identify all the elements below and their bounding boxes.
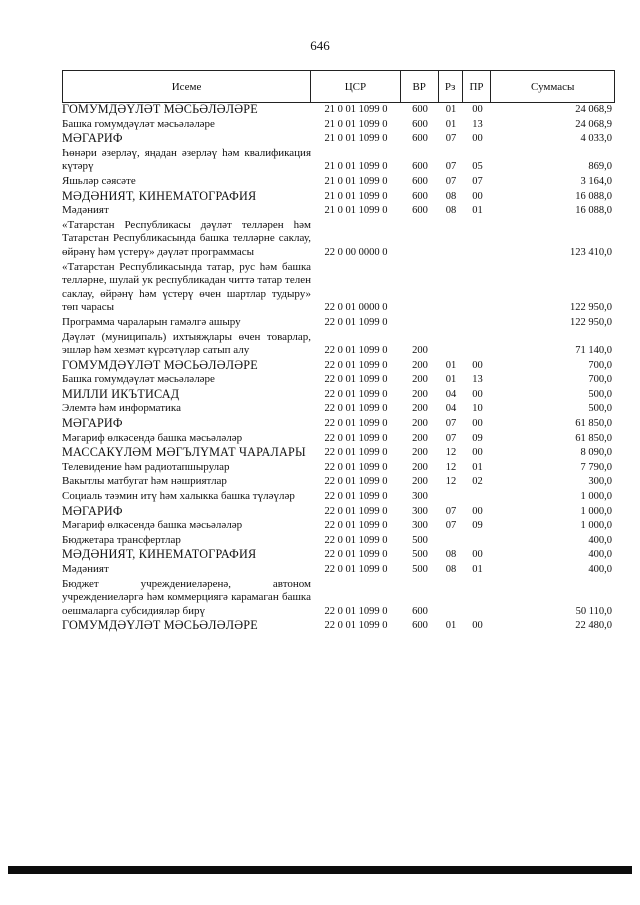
row-name: Социаль тәэмин итү һәм халыкка башка түләүләр bbox=[62, 490, 295, 503]
row-csr: 21 0 01 1099 0 bbox=[324, 175, 388, 187]
row-csr: 22 0 01 0000 0 bbox=[324, 302, 388, 314]
header-csr: ЦСР bbox=[311, 71, 401, 102]
row-sum: 1 000,0 bbox=[580, 491, 612, 503]
row-name: МӘГАРИФ bbox=[62, 416, 123, 431]
table-row bbox=[62, 331, 615, 359]
row-sum: 400,0 bbox=[588, 549, 612, 561]
row-rz: 04 bbox=[445, 403, 457, 415]
row-pr: 00 bbox=[472, 359, 483, 371]
row-name: Элемтә һәм информатика bbox=[62, 402, 181, 415]
row-pr: 01 bbox=[472, 205, 483, 217]
row-name: МАССАКҮЛӘМ МӘГЪЛҮМАТ ЧАРАЛАРЫ bbox=[62, 445, 306, 460]
row-rz: 07 bbox=[445, 432, 457, 444]
row-name: Башка гомумдәүләт мәсьәләләре bbox=[62, 117, 215, 130]
table-row bbox=[62, 132, 615, 147]
row-sum: 869,0 bbox=[588, 161, 612, 173]
row-rz: 07 bbox=[445, 161, 457, 173]
row-sum: 3 164,0 bbox=[580, 175, 612, 187]
row-sum: 700,0 bbox=[588, 374, 612, 386]
row-vr: 200 bbox=[412, 345, 428, 357]
table-row bbox=[62, 316, 615, 331]
row-csr: 21 0 01 1099 0 bbox=[324, 118, 388, 130]
row-vr: 300 bbox=[412, 491, 428, 503]
row-rz: 07 bbox=[445, 520, 457, 532]
row-name: Программа чараларын гамәлгә ашыру bbox=[62, 315, 241, 328]
row-vr bbox=[401, 330, 439, 331]
table-row bbox=[62, 388, 615, 403]
row-csr: 22 0 01 1099 0 bbox=[324, 374, 388, 386]
row-pr: 01 bbox=[472, 461, 483, 473]
row-vr: 600 bbox=[412, 118, 428, 130]
row-name: ГОМУМДӘҮЛӘТ МӘСЬӘЛӘЛӘРЕ bbox=[62, 102, 258, 116]
page-number: 646 bbox=[310, 38, 330, 53]
row-vr: 300 bbox=[412, 520, 428, 532]
row-sum: 61 850,0 bbox=[575, 432, 612, 444]
row-rz bbox=[439, 260, 463, 261]
row-name: ГОМУМДӘҮЛӘТ МӘСЬӘЛӘЛӘРЕ bbox=[62, 618, 258, 633]
row-rz: 01 bbox=[445, 374, 457, 386]
row-pr bbox=[463, 330, 492, 331]
row-rz: 04 bbox=[445, 388, 457, 400]
row-rz bbox=[439, 315, 463, 316]
row-rz: 07 bbox=[445, 175, 457, 187]
table-row bbox=[62, 619, 615, 634]
row-name: Дәүләт (муниципаль) ихтыяҗлары өчен товарлар, эшләр һәм хезмәт күрсәтүләр сатып алу bbox=[62, 330, 311, 357]
row-rz: 12 bbox=[445, 447, 457, 459]
row-vr: 500 bbox=[412, 534, 428, 546]
row-sum: 1 000,0 bbox=[580, 520, 612, 532]
row-rz: 08 bbox=[445, 190, 457, 202]
table-row bbox=[62, 147, 615, 175]
row-name: Мәгариф өлкәсендә башка мәсьәләләр bbox=[62, 431, 243, 444]
row-name: Мәдәният bbox=[62, 563, 109, 575]
row-pr: 09 bbox=[472, 520, 483, 532]
row-csr: 22 0 01 1099 0 bbox=[324, 345, 388, 357]
table-row bbox=[62, 261, 615, 316]
row-sum: 24 068,9 bbox=[575, 104, 612, 115]
row-csr: 21 0 01 1099 0 bbox=[324, 104, 388, 115]
row-name: МӘДӘНИЯТ, КИНЕМАТОГРАФИЯ bbox=[62, 188, 257, 203]
table-row bbox=[62, 373, 615, 388]
table-row bbox=[62, 359, 615, 374]
table-row bbox=[62, 446, 615, 461]
row-vr: 200 bbox=[412, 476, 428, 488]
row-name: МӘДӘНИЯТ, КИНЕМАТОГРАФИЯ bbox=[62, 547, 257, 562]
row-vr: 200 bbox=[412, 432, 428, 444]
row-sum: 7 790,0 bbox=[580, 461, 612, 473]
row-pr: 02 bbox=[472, 476, 483, 488]
row-name: Һөнәри әзерләү, яңадан әзерләү һәм квалификация күтәрү bbox=[62, 146, 311, 173]
row-sum: 4 033,0 bbox=[580, 133, 612, 145]
table-row bbox=[62, 204, 615, 219]
row-name: ГОМУМДӘҮЛӘТ МӘСЬӘЛӘЛӘРЕ bbox=[62, 357, 258, 372]
row-name: МИЛЛИ ИКЪТИСАД bbox=[62, 386, 180, 401]
row-pr: 00 bbox=[472, 505, 483, 517]
row-name: Вакытлы матбугат һәм нәшриятлар bbox=[62, 475, 227, 488]
row-vr: 600 bbox=[412, 161, 428, 173]
table-row bbox=[62, 402, 615, 417]
table-row bbox=[62, 519, 615, 534]
row-rz: 08 bbox=[445, 205, 457, 217]
row-name: Башка гомумдәүләт мәсьәләләре bbox=[62, 373, 215, 386]
row-csr: 22 0 01 1099 0 bbox=[324, 461, 388, 473]
row-name: МӘГАРИФ bbox=[62, 503, 123, 518]
table-row bbox=[62, 219, 615, 261]
row-csr: 21 0 01 1099 0 bbox=[324, 133, 388, 145]
row-sum: 1 000,0 bbox=[580, 505, 612, 517]
row-rz: 07 bbox=[445, 133, 457, 145]
row-pr: 13 bbox=[472, 118, 483, 130]
row-name: МӘГАРИФ bbox=[62, 131, 123, 146]
scan-edge-bar bbox=[8, 866, 632, 874]
header-sum: Суммасы bbox=[531, 80, 575, 93]
row-name: Бюджетара трансфертлар bbox=[62, 533, 181, 546]
row-csr: 22 0 01 1099 0 bbox=[324, 605, 388, 617]
row-rz: 01 bbox=[445, 359, 457, 371]
table-row bbox=[62, 534, 615, 549]
table-row bbox=[62, 548, 615, 563]
row-name: Мәдәният bbox=[62, 204, 109, 217]
row-sum: 300,0 bbox=[588, 476, 612, 488]
row-vr: 500 bbox=[412, 549, 428, 561]
row-vr: 600 bbox=[412, 620, 428, 632]
row-pr: 05 bbox=[472, 161, 483, 173]
row-vr: 200 bbox=[412, 388, 428, 400]
row-name: Яшьләр сәясәте bbox=[62, 174, 136, 187]
row-sum: 500,0 bbox=[588, 388, 612, 400]
row-rz: 07 bbox=[445, 505, 457, 517]
row-vr: 200 bbox=[412, 418, 428, 430]
row-csr: 22 0 01 1099 0 bbox=[324, 447, 388, 459]
row-csr: 22 0 01 1099 0 bbox=[324, 359, 388, 371]
row-sum: 123 410,0 bbox=[570, 246, 612, 258]
row-pr: 13 bbox=[472, 374, 483, 386]
row-csr: 22 0 01 1099 0 bbox=[324, 418, 388, 430]
row-csr: 22 0 00 0000 0 bbox=[324, 246, 388, 258]
row-sum: 16 088,0 bbox=[575, 190, 612, 202]
row-vr: 600 bbox=[412, 133, 428, 145]
row-sum: 400,0 bbox=[588, 534, 612, 546]
row-sum: 500,0 bbox=[588, 403, 612, 415]
row-sum: 8 090,0 bbox=[580, 447, 612, 459]
row-csr: 21 0 01 1099 0 bbox=[324, 161, 388, 173]
table-row bbox=[62, 103, 615, 118]
table-row bbox=[62, 175, 615, 190]
row-name: Бюджет учреждениеләренә, автоном учреждениеләргә һәм коммерциягә карамаган башка оешмаларга субсидияләр бирү bbox=[62, 577, 311, 617]
table-row bbox=[62, 490, 615, 505]
row-vr: 200 bbox=[412, 461, 428, 473]
table-row bbox=[62, 475, 615, 490]
row-rz: 01 bbox=[445, 104, 457, 115]
row-vr: 200 bbox=[412, 374, 428, 386]
row-csr: 22 0 01 1099 0 bbox=[324, 564, 388, 575]
row-csr: 22 0 01 1099 0 bbox=[324, 432, 388, 444]
row-name: Телевидение һәм радиотапшырулар bbox=[62, 460, 230, 473]
row-csr: 22 0 01 1099 0 bbox=[324, 388, 388, 400]
table-body bbox=[62, 103, 615, 634]
row-rz: 08 bbox=[445, 549, 457, 561]
row-pr: 09 bbox=[472, 432, 483, 444]
row-csr: 21 0 01 1099 0 bbox=[324, 205, 388, 217]
row-sum: 22 480,0 bbox=[575, 620, 612, 632]
header-rz: Рз bbox=[439, 71, 463, 102]
row-csr: 22 0 01 1099 0 bbox=[324, 476, 388, 488]
row-name: «Татарстан Республикасы дәүләт телләрен һәм Татарстан Республикасында башка телләрне саклау, өйрәнү һәм үстерү» дәүләт программасы bbox=[62, 218, 311, 258]
table-row bbox=[62, 461, 615, 476]
header-pr: ПР bbox=[463, 71, 492, 102]
table-row bbox=[62, 417, 615, 432]
table-row bbox=[62, 190, 615, 205]
header-name: Исеме bbox=[63, 71, 311, 102]
table-row bbox=[62, 505, 615, 520]
row-rz: 08 bbox=[445, 564, 457, 575]
row-csr: 22 0 01 1099 0 bbox=[324, 534, 388, 546]
row-pr: 00 bbox=[472, 104, 483, 115]
header-vr: ВР bbox=[401, 71, 439, 102]
row-sum: 16 088,0 bbox=[575, 205, 612, 217]
row-rz: 07 bbox=[445, 418, 457, 430]
row-csr: 22 0 01 1099 0 bbox=[324, 620, 388, 632]
row-vr: 200 bbox=[412, 359, 428, 371]
row-csr: 22 0 01 1099 0 bbox=[324, 403, 388, 415]
row-vr: 600 bbox=[412, 104, 428, 115]
row-sum: 50 110,0 bbox=[575, 605, 612, 617]
row-name: «Татарстан Республикасында татар, рус һәм башка телләрне, шулай ук республикадан читтә татар телен саклау, өйрәнү һәм үстерү өчен шартлар тудыру» төп чарасы bbox=[62, 260, 311, 314]
row-vr: 500 bbox=[412, 564, 428, 575]
row-csr: 22 0 01 1099 0 bbox=[324, 316, 388, 328]
budget-table bbox=[62, 70, 615, 634]
table-row bbox=[62, 563, 615, 578]
row-vr: 300 bbox=[412, 505, 428, 517]
row-pr bbox=[463, 260, 492, 261]
row-pr: 00 bbox=[472, 447, 483, 459]
row-csr: 22 0 01 1099 0 bbox=[324, 549, 388, 561]
row-pr: 00 bbox=[472, 388, 483, 400]
row-rz: 01 bbox=[445, 620, 457, 632]
row-pr: 00 bbox=[472, 620, 483, 632]
row-name: Мәгариф өлкәсендә башка мәсьәләләр bbox=[62, 519, 243, 532]
row-sum: 61 850,0 bbox=[575, 418, 612, 430]
row-sum: 24 068,9 bbox=[575, 118, 612, 130]
row-rz: 12 bbox=[445, 476, 457, 488]
row-sum: 122 950,0 bbox=[570, 302, 612, 314]
row-rz: 01 bbox=[445, 118, 457, 130]
row-vr bbox=[401, 315, 439, 316]
table-row bbox=[62, 432, 615, 447]
row-pr bbox=[463, 315, 492, 316]
row-rz bbox=[439, 330, 463, 331]
row-pr: 07 bbox=[472, 175, 483, 187]
row-vr: 600 bbox=[412, 205, 428, 217]
row-vr bbox=[401, 260, 439, 261]
row-pr: 01 bbox=[472, 564, 483, 575]
row-csr: 22 0 01 1099 0 bbox=[324, 520, 388, 532]
row-vr: 200 bbox=[412, 447, 428, 459]
row-pr: 00 bbox=[472, 418, 483, 430]
row-pr: 00 bbox=[472, 190, 483, 202]
row-pr: 00 bbox=[472, 549, 483, 561]
row-pr: 10 bbox=[472, 403, 483, 415]
row-sum: 400,0 bbox=[588, 564, 612, 575]
row-sum: 122 950,0 bbox=[570, 316, 612, 328]
row-vr: 600 bbox=[412, 175, 428, 187]
table-header bbox=[62, 70, 615, 103]
row-pr: 00 bbox=[472, 133, 483, 145]
row-csr: 21 0 01 1099 0 bbox=[324, 190, 388, 202]
row-csr: 22 0 01 1099 0 bbox=[324, 491, 388, 503]
row-vr: 600 bbox=[412, 605, 428, 617]
row-vr: 600 bbox=[412, 190, 428, 202]
table-row bbox=[62, 578, 615, 620]
table-row bbox=[62, 118, 615, 133]
row-vr: 200 bbox=[412, 403, 428, 415]
row-sum: 71 140,0 bbox=[575, 345, 612, 357]
row-sum: 700,0 bbox=[588, 359, 612, 371]
row-csr: 22 0 01 1099 0 bbox=[324, 505, 388, 517]
row-rz: 12 bbox=[445, 461, 457, 473]
